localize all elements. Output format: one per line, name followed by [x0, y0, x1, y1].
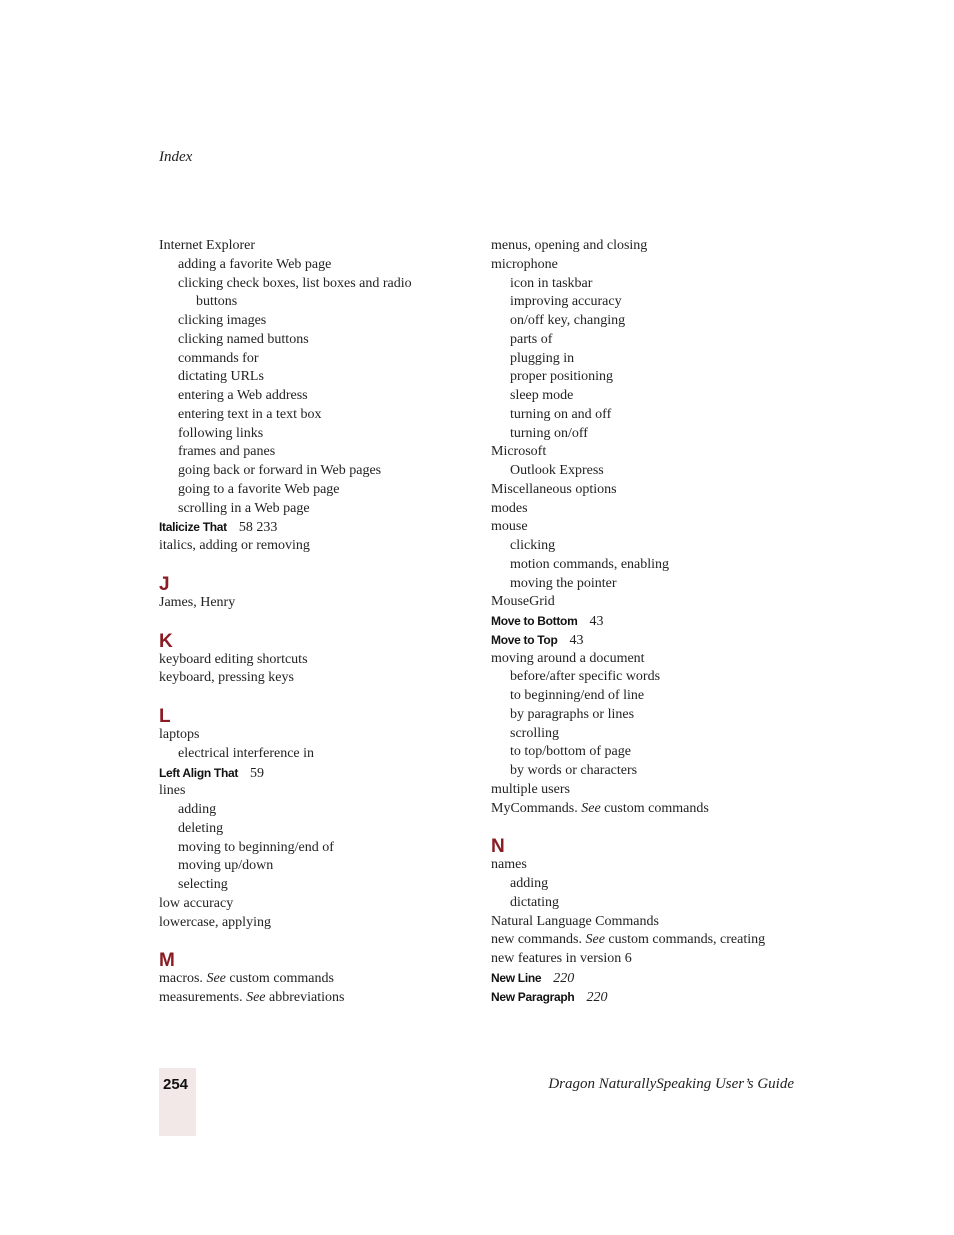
index-subentry: commands for [178, 350, 259, 366]
command-name: Move to Top [491, 632, 558, 647]
index-entry: MouseGrid [491, 594, 555, 610]
index-subentry: electrical interference in [178, 745, 315, 761]
index-subentry: moving the pointer [510, 575, 617, 591]
page-reference: 220 [553, 970, 575, 986]
section-letter: J [159, 573, 170, 595]
entry-term: new commands. [491, 932, 586, 948]
entry-term: MyCommands. [491, 800, 582, 816]
index-entry: menus, opening and closing [491, 238, 648, 253]
index-subentry: before/after specific words [510, 669, 661, 685]
index-entry-command [159, 764, 479, 783]
command-name: Left Align That [159, 765, 239, 780]
index-subentry: entering text in a text box [178, 406, 322, 422]
see-target: custom commands [225, 971, 334, 987]
index-entry: modes [491, 500, 528, 516]
see-reference: See [585, 932, 605, 948]
index-subentry: frames and panes [178, 444, 276, 460]
see-target: custom commands, creating [604, 932, 766, 948]
section-letter: M [159, 950, 175, 972]
index-subentry: turning on and off [510, 406, 612, 422]
index-entry: laptops [159, 727, 200, 742]
entry-term: macros. [159, 971, 207, 987]
section-letter: N [491, 836, 505, 858]
index-entry: mouse [491, 519, 528, 535]
index-entry-see [491, 800, 821, 819]
index-subentry: buttons [196, 294, 238, 310]
index-entry: Miscellaneous options [491, 481, 617, 497]
index-subentry: parts of [510, 331, 553, 347]
index-subentry: clicking named buttons [178, 331, 309, 347]
index-subentry: improving accuracy [510, 294, 622, 310]
index-column-left [159, 237, 479, 1008]
index-entry: lines [159, 783, 186, 799]
see-reference: See [581, 800, 601, 816]
page-number: 254 [163, 1076, 189, 1093]
index-subentry: clicking images [178, 313, 267, 328]
index-subentry: going to a favorite Web page [178, 481, 340, 497]
command-name: Move to Bottom [491, 614, 578, 628]
index-entry-see [491, 931, 821, 950]
index-entry: lowercase, applying [159, 914, 271, 930]
index-subentry: to beginning/end of line [510, 688, 645, 703]
index-entry: multiple users [491, 781, 570, 797]
index-subentry: scrolling [510, 725, 559, 741]
index-entry-command [491, 612, 821, 631]
index-subentry: Outlook Express [510, 463, 604, 478]
index-entry: moving around a document [491, 650, 645, 666]
see-target: custom commands [600, 800, 709, 816]
section-letter: L [159, 706, 171, 727]
page-reference: 59 [250, 765, 265, 781]
index-subentry: dictating URLs [178, 369, 264, 385]
section-letter: K [159, 630, 173, 652]
index-subentry: moving up/down [178, 858, 274, 874]
index-subentry: by paragraphs or lines [510, 706, 635, 722]
index-subentry: selecting [178, 877, 228, 892]
index-entry: Microsoft [491, 444, 547, 460]
command-name: New Paragraph [491, 989, 575, 1004]
index-subentry: clicking [510, 538, 556, 553]
index-subentry: adding [510, 876, 549, 891]
index-subentry: turning on/off [510, 425, 588, 441]
page-reference: 43 [569, 632, 584, 648]
command-name: New Line [491, 970, 542, 985]
index-subentry: dictating [510, 894, 559, 910]
index-entry: low accuracy [159, 895, 234, 911]
index-subentry: adding a favorite Web page [178, 256, 332, 272]
index-subentry: moving to beginning/end of [178, 839, 334, 855]
index-entry: keyboard, pressing keys [159, 670, 294, 686]
see-reference: See [206, 971, 226, 987]
index-subentry: by words or characters [510, 763, 638, 778]
see-target: abbreviations [265, 990, 345, 1005]
index-entry: Natural Language Commands [491, 913, 659, 929]
index-subentry: adding [178, 802, 217, 817]
running-header: Index [159, 149, 193, 165]
index-entry-command [159, 518, 479, 537]
page-reference: 220 [586, 989, 608, 1005]
index-subentry: plugging in [510, 350, 575, 366]
command-name: Italicize That [159, 520, 227, 535]
index-subentry: icon in taskbar [510, 275, 593, 291]
see-reference: See [246, 990, 266, 1005]
index-subentry: proper positioning [510, 369, 614, 385]
page-reference: 43 [589, 614, 604, 629]
index-entry-command [491, 631, 821, 650]
entry-term: measurements. [159, 990, 247, 1005]
index-entry: James, Henry [159, 594, 236, 610]
index-subentry: on/off key, changing [510, 313, 626, 328]
index-subentry: going back or forward in Web pages [178, 463, 382, 478]
index-subentry: following links [178, 425, 264, 441]
index-entry: names [491, 857, 527, 873]
index-entry-see [159, 970, 479, 989]
index-subentry: to top/bottom of page [510, 744, 631, 760]
index-entry-command [491, 988, 821, 1007]
index-entry: new features in version 6 [491, 951, 632, 966]
index-subentry: scrolling in a Web page [178, 500, 310, 516]
page-reference: 58 233 [238, 520, 278, 536]
index-entry-see [159, 989, 479, 1008]
index-subentry: clicking check boxes, list boxes and radio [178, 275, 412, 291]
index-subentry: sleep mode [510, 388, 574, 403]
index-entry: microphone [491, 256, 558, 272]
index-entry: italics, adding or removing [159, 538, 310, 553]
index-column-right [491, 237, 821, 1006]
index-subentry: deleting [178, 820, 224, 836]
index-entry: Internet Explorer [159, 238, 256, 253]
index-entry-command [491, 969, 821, 988]
index-subentry: entering a Web address [178, 388, 308, 403]
index-subentry: motion commands, enabling [510, 556, 670, 572]
index-entry: keyboard editing shortcuts [159, 651, 308, 667]
footer-book-title: Dragon NaturallySpeaking User’s Guide [548, 1076, 794, 1092]
